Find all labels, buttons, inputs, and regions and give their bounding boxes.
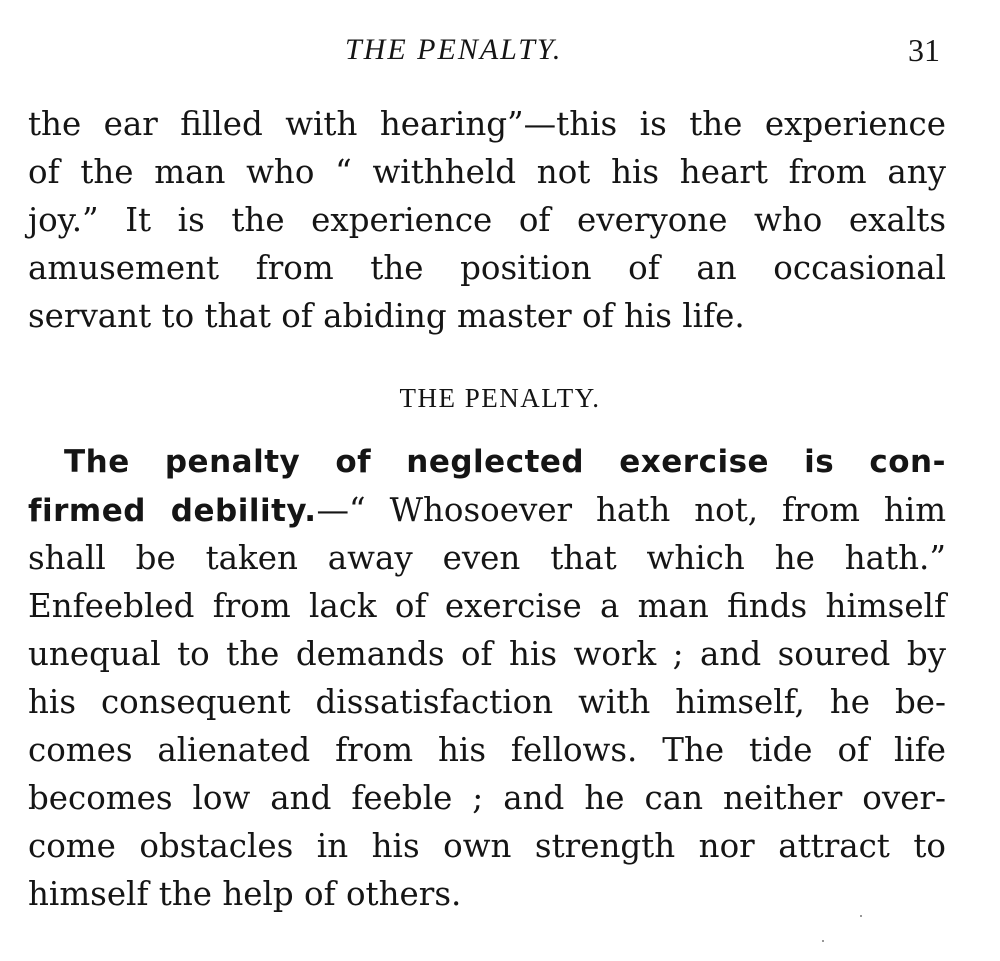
text-line: shall be taken away even that which he hath.” (28, 539, 946, 577)
text-line: come obstacles in his own strength nor attract to (28, 827, 946, 865)
text-line: unequal to the demands of his work ; and soured by (28, 635, 946, 673)
lead-sentence-line: The penalty of neglected exercise is con- (64, 444, 946, 480)
lead-sentence-end: firmed debility. (28, 493, 317, 529)
text-line: himself the help of others. (28, 875, 462, 913)
running-header (0, 30, 1000, 70)
running-title: THE PENALTY. (345, 33, 563, 66)
text-line: amusement from the position of an occasional (28, 249, 946, 287)
text-line: joy.” It is the experience of everyone who exalts (28, 201, 946, 239)
text-line: Enfeebled from lack of exercise a man finds himself (28, 587, 946, 625)
text-line (28, 486, 946, 534)
paper-speck (860, 915, 862, 917)
paper-speck (822, 940, 824, 942)
text-line: servant to that of abiding master of his life. (28, 297, 745, 335)
text-line: his consequent dissatisfaction with himself, he be- (28, 683, 946, 721)
page-number: 31 (908, 32, 940, 68)
text-line: comes alienated from his fellows. The tide of life (28, 731, 946, 769)
text-line: the ear filled with hearing”—this is the experience (28, 105, 946, 143)
text-line: of the man who “ withheld not his heart from any (28, 153, 946, 191)
text-line: becomes low and feeble ; and he can neither over- (28, 779, 946, 817)
quotation-start: —“ Whosoever hath not, from him (316, 491, 947, 529)
section-heading: THE PENALTY. (399, 383, 601, 413)
